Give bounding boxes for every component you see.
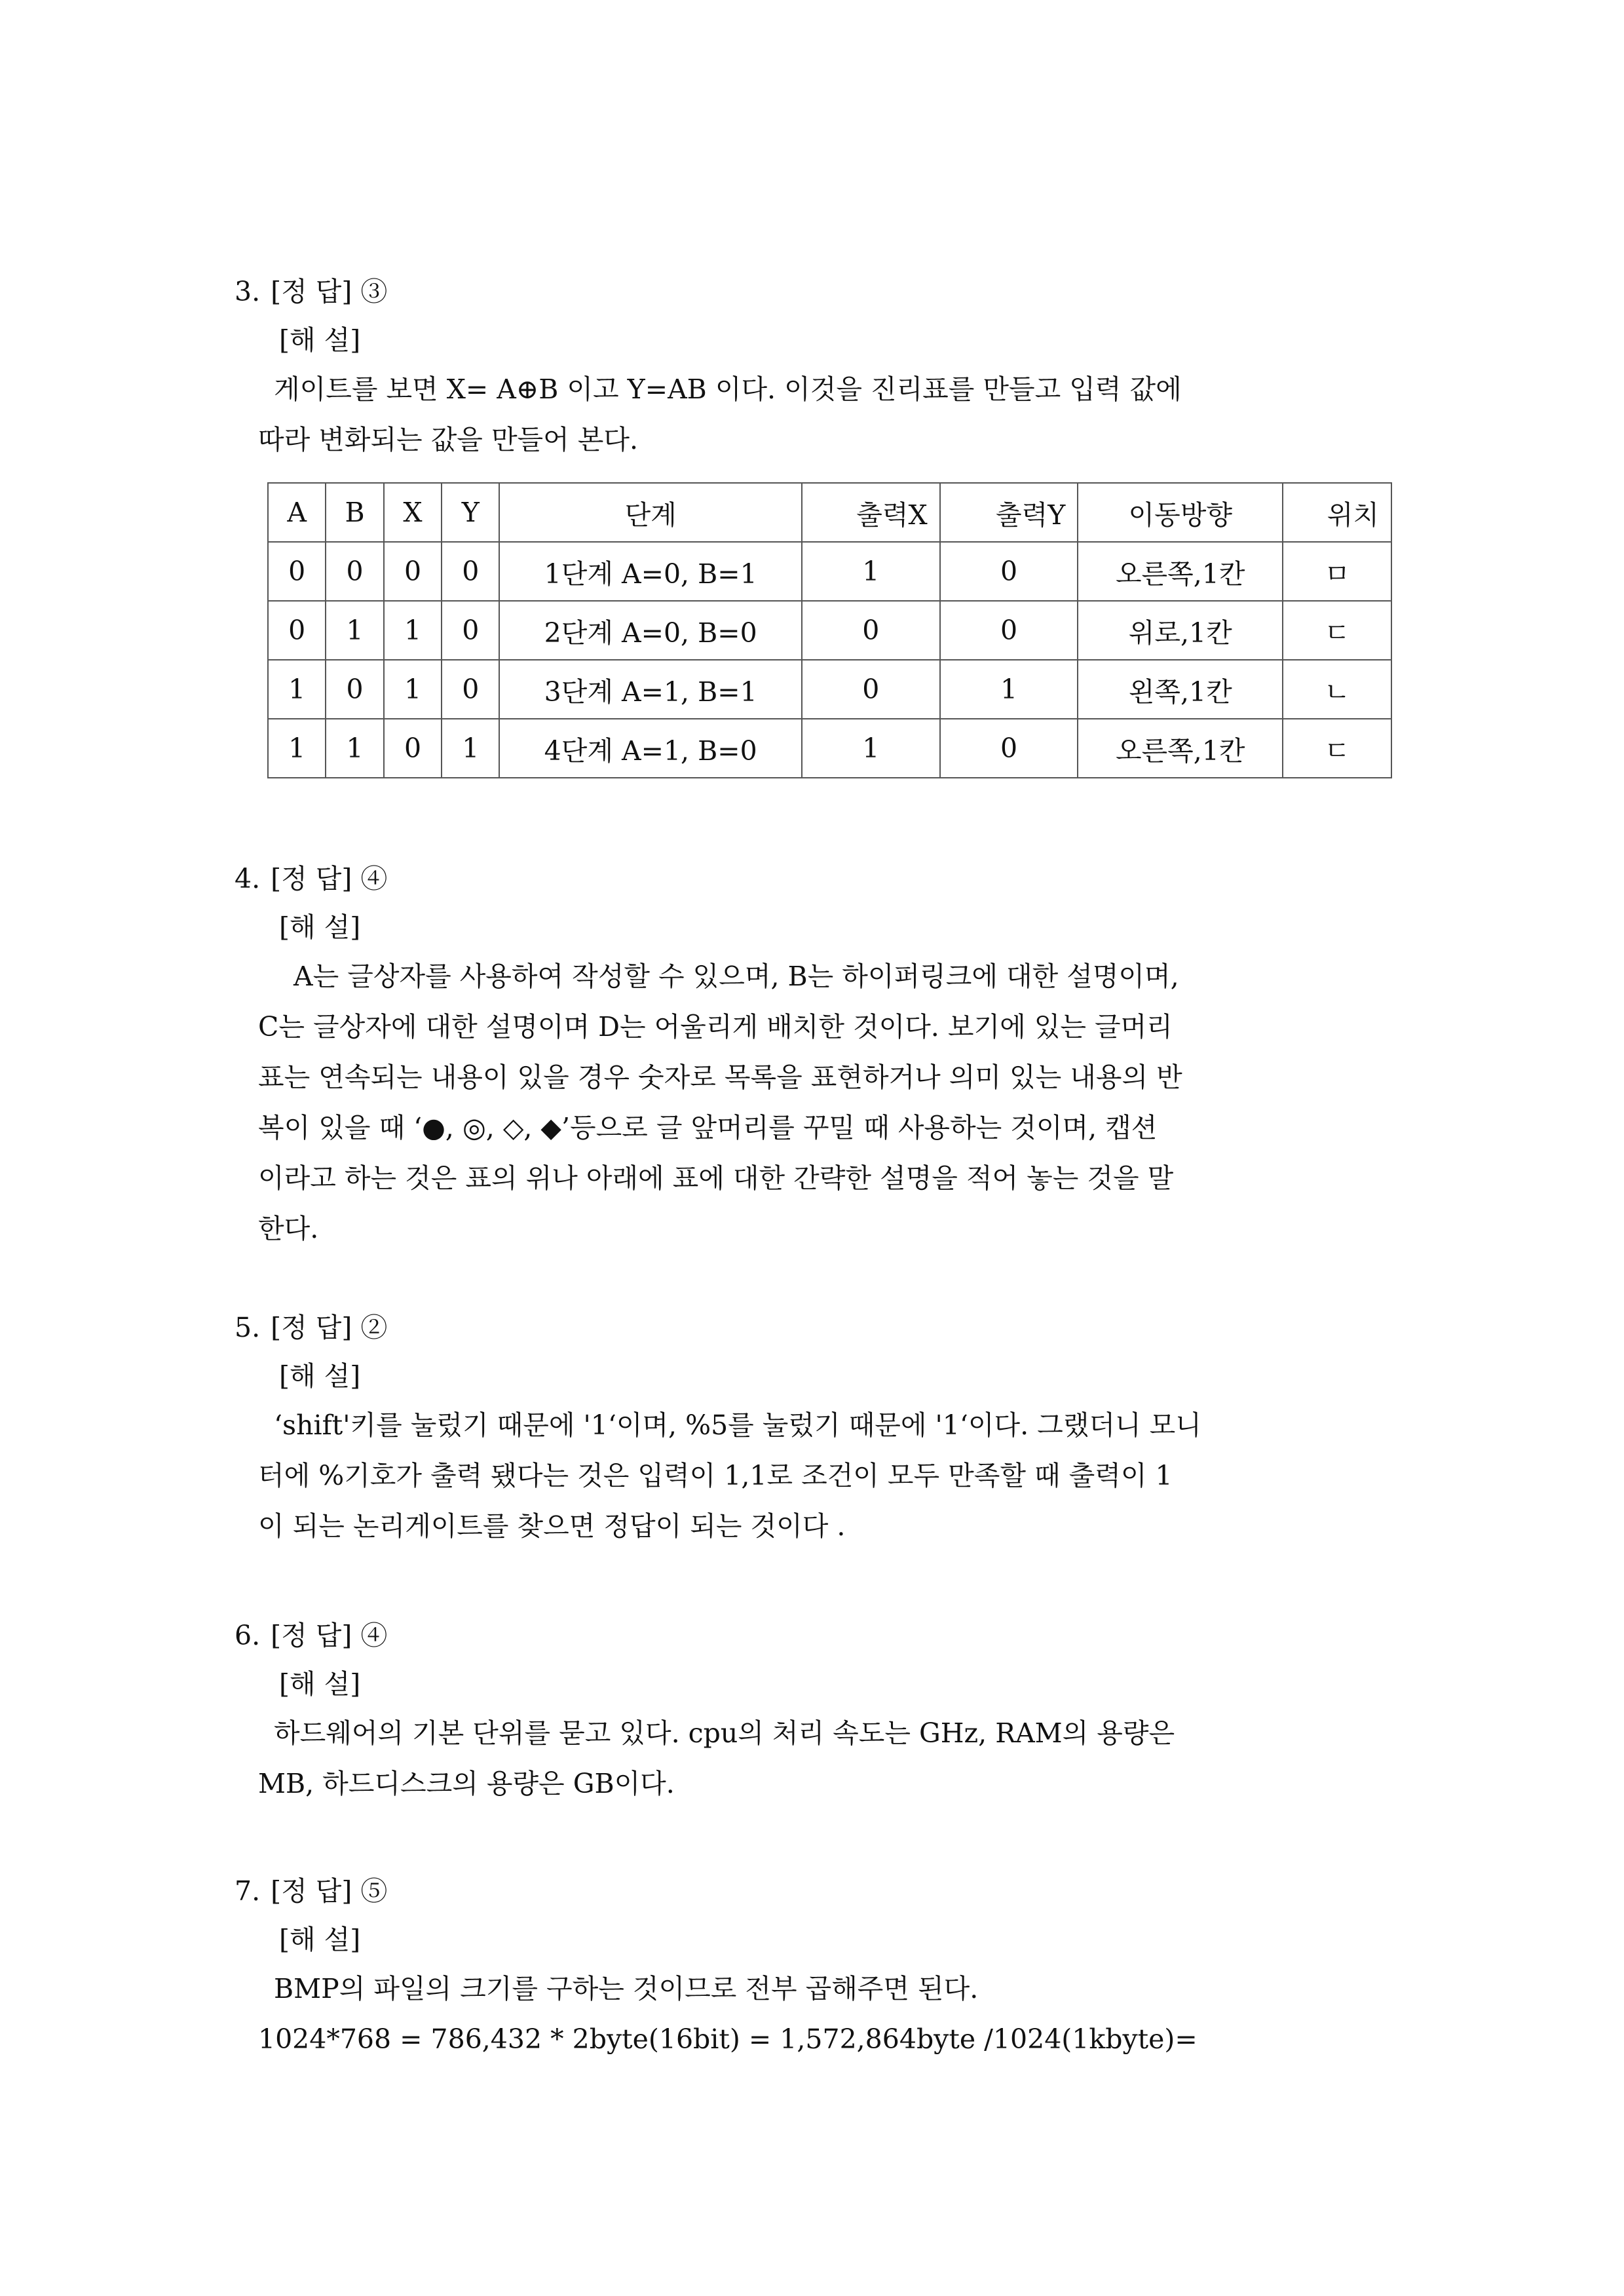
table-cell: 위로,1칸 [1078, 601, 1283, 660]
header-cell: Y [442, 483, 499, 542]
table-cell: 0 [940, 601, 1078, 660]
answer-line [235, 1611, 1401, 1660]
explanation-line: 이라고 하는 것은 표의 위나 아래에 표에 대한 간략한 설명을 적어 놓는 것을 말 [258, 1162, 1174, 1194]
table-cell: 0 [268, 542, 326, 601]
explanation-label: [해 설] [279, 1360, 361, 1392]
table-cell: 오른쪽,1칸 [1078, 542, 1283, 601]
table-cell: 4단계 A=1, B=0 [499, 719, 801, 778]
table-cell: 1 [268, 660, 326, 719]
table-cell: 1 [442, 719, 499, 778]
explanation-line: 하드웨어의 기본 단위를 묻고 있다. cpu의 처리 속도는 GHz, RAM의 용량은 [274, 1717, 1175, 1749]
explanation-line: 1024*768 = 786,432 * 2byte(16bit) = 1,572,864byte /1024(1kbyte)= [258, 2023, 1198, 2055]
question-4 [235, 854, 1401, 1254]
explanation-line: C는 글상자에 대한 설명이며 D는 어울리게 배치한 것이다. 보기에 있는 글머리 [258, 1011, 1173, 1043]
explanation-line: 이 되는 논리게이트를 찾으면 정답이 되는 것이다 . [258, 1510, 846, 1542]
table-cell: 1단계 A=0, B=1 [499, 542, 801, 601]
table-cell: 1 [802, 542, 940, 601]
answer-line [235, 1303, 1401, 1352]
table-cell: 0 [442, 660, 499, 719]
table-cell: 3단계 A=1, B=1 [499, 660, 801, 719]
answer-line [235, 1867, 1401, 1915]
table-cell: 0 [940, 542, 1078, 601]
question-7 [235, 1867, 1401, 2065]
table-cell: 1 [326, 719, 383, 778]
question-number: 4. [235, 863, 261, 894]
explanation-line: 한다. [258, 1213, 319, 1244]
question-number: 6. [235, 1620, 261, 1651]
table-cell: 1 [384, 660, 442, 719]
table-cell: ㄷ [1283, 719, 1391, 778]
table-row [268, 719, 1391, 778]
answer-text: [정 답] ② [271, 1312, 388, 1343]
question-number: 5. [235, 1312, 261, 1343]
explanation-label: [해 설] [279, 1924, 361, 1955]
explanation-line: 따라 변화되는 값을 만들어 본다. [258, 424, 639, 455]
explanation-label: [해 설] [279, 324, 361, 356]
table-cell: 0 [802, 601, 940, 660]
header-cell: X [384, 483, 442, 542]
header-cell: 이동방향 [1078, 483, 1283, 542]
table-cell: 1 [326, 601, 383, 660]
answer-line [235, 854, 1401, 903]
table-cell: ㄴ [1283, 660, 1391, 719]
explanation-line: 게이트를 보면 X= A⊕B 이고 Y=AB 이다. 이것을 진리표를 만들고 입력 값에 [274, 373, 1182, 405]
header-cell: 출력Y [940, 483, 1078, 542]
table-row [268, 660, 1391, 719]
table-cell: 1 [802, 719, 940, 778]
table-row [268, 601, 1391, 660]
explanation-label: [해 설] [279, 911, 361, 943]
answer-line [235, 267, 1401, 316]
table-cell: 0 [802, 660, 940, 719]
answer-text: [정 답] ③ [271, 276, 388, 307]
question-6 [235, 1611, 1401, 1809]
question-5 [235, 1303, 1401, 1552]
explanation-line: BMP의 파일의 크기를 구하는 것이므로 전부 곱해주면 된다. [274, 1973, 979, 2004]
truth-table [267, 482, 1392, 778]
header-cell: A [268, 483, 326, 542]
explanation-line: 표는 연속되는 내용이 있을 경우 숫자로 목록을 표현하거나 의미 있는 내용의 반 [258, 1062, 1182, 1093]
table-cell: 0 [940, 719, 1078, 778]
table-cell: 0 [442, 601, 499, 660]
explanation-line: MB, 하드디스크의 용량은 GB이다. [258, 1768, 675, 1799]
table-cell: 1 [940, 660, 1078, 719]
header-cell: 단계 [499, 483, 801, 542]
table-cell: 1 [268, 719, 326, 778]
table-cell: 0 [384, 542, 442, 601]
header-cell: 출력X [802, 483, 940, 542]
table-cell: 왼쪽,1칸 [1078, 660, 1283, 719]
header-cell: 위치 [1283, 483, 1391, 542]
question-3 [235, 267, 1401, 465]
table-cell: 0 [442, 542, 499, 601]
table-cell: 0 [384, 719, 442, 778]
answer-text: [정 답] ④ [271, 1620, 388, 1651]
table-cell: 오른쪽,1칸 [1078, 719, 1283, 778]
table-cell: ㅁ [1283, 542, 1391, 601]
table-row [268, 542, 1391, 601]
table-cell: 0 [326, 542, 383, 601]
table-cell: 0 [268, 601, 326, 660]
explanation-line: 복이 있을 때 ‘●, ◎, ◇, ◆’등으로 글 앞머리를 꾸밀 때 사용하는 것이며, 캡션 [258, 1112, 1158, 1143]
table-cell: ㄷ [1283, 601, 1391, 660]
explanation-line: ‘shift'키를 눌렀기 때문에 '1‘이며, %5를 눌렀기 때문에 '1‘이다. 그랬더니 모니 [274, 1409, 1201, 1441]
question-number: 3. [235, 276, 261, 307]
header-cell: B [326, 483, 383, 542]
explanation-line: 터에 %기호가 출력 됐다는 것은 입력이 1,1로 조건이 모두 만족할 때 출력이 1 [258, 1460, 1173, 1491]
explanation-label: [해 설] [279, 1668, 361, 1700]
table-header-row [268, 483, 1391, 542]
table-cell: 1 [384, 601, 442, 660]
answer-text: [정 답] ⑤ [271, 1875, 388, 1907]
table-cell: 2단계 A=0, B=0 [499, 601, 801, 660]
question-number: 7. [235, 1875, 261, 1907]
table-cell: 0 [326, 660, 383, 719]
explanation-line: A는 글상자를 사용하여 작성할 수 있으며, B는 하이퍼링크에 대한 설명이며, [293, 961, 1179, 992]
answer-text: [정 답] ④ [271, 863, 388, 894]
